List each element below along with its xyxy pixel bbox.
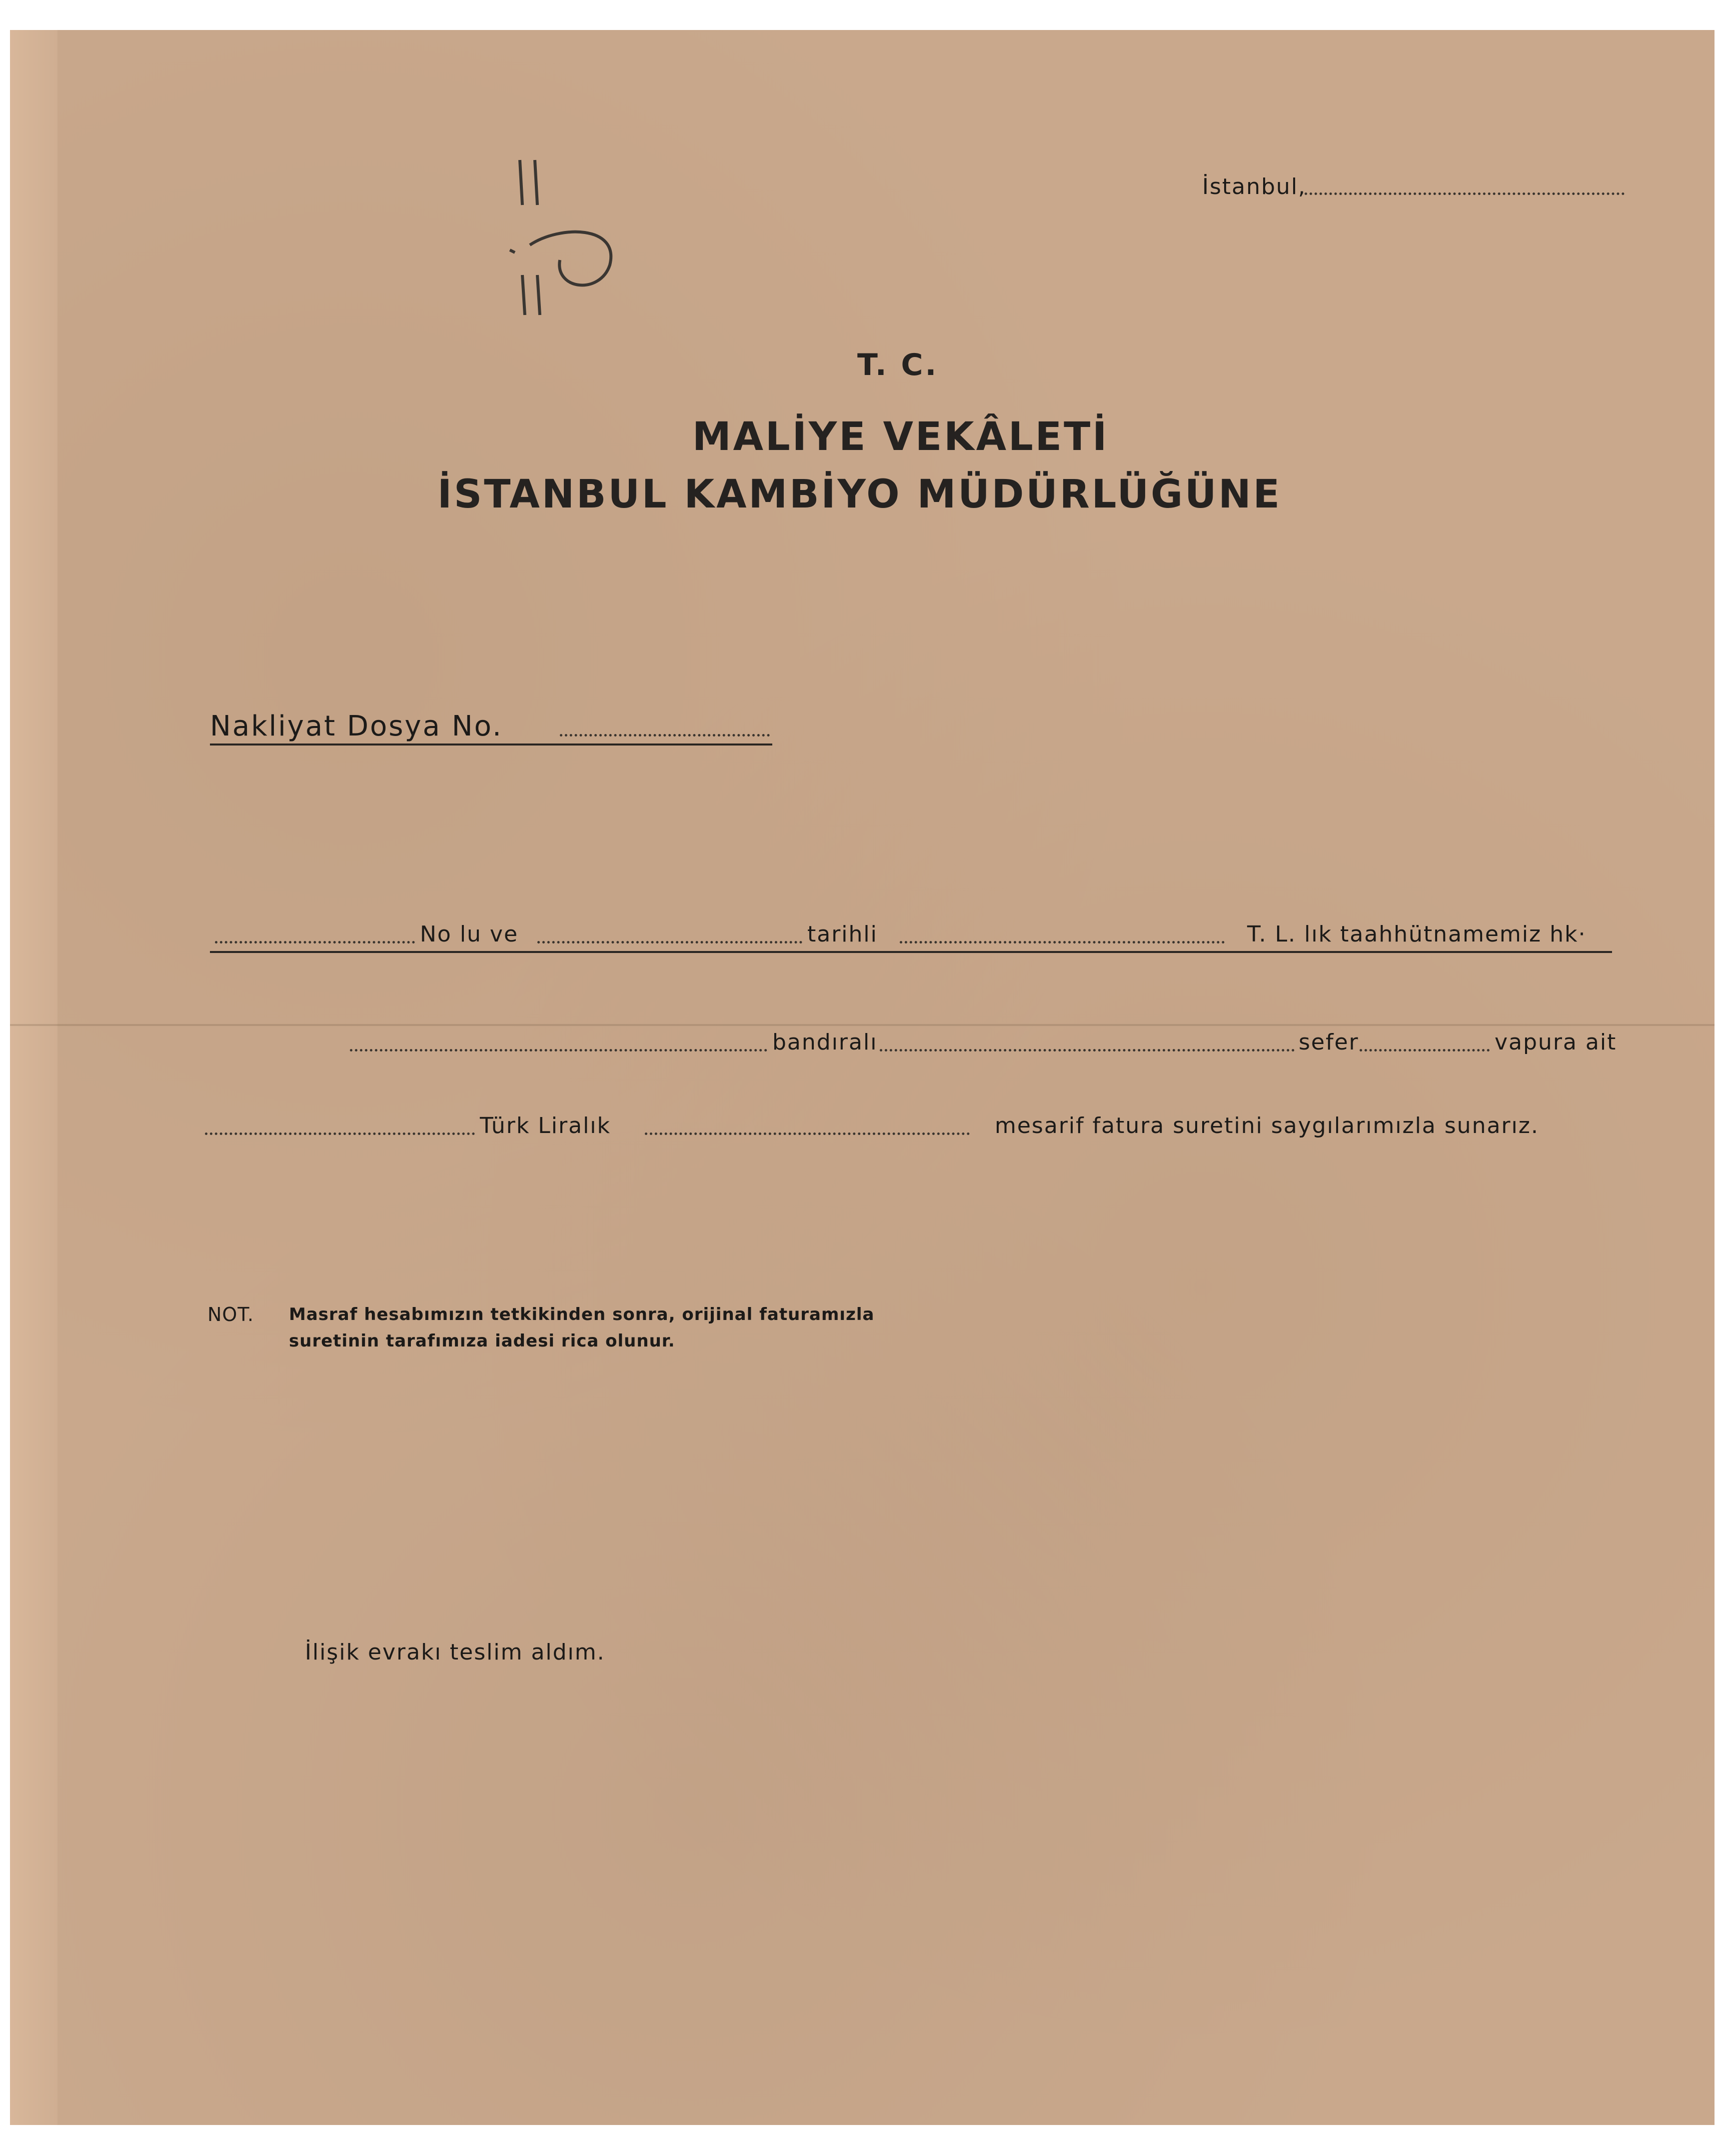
note-line-1: Masraf hesabımızın tetkikinden sonra, orijinal faturamızla — [289, 1304, 875, 1324]
ministry-title: MALİYE VEKÂLETİ — [692, 414, 1109, 460]
handwritten-number-mark — [500, 150, 650, 360]
vapura-ait-label: vapura ait — [1495, 1030, 1617, 1055]
bandirali-label: bandıralı — [772, 1030, 878, 1055]
file-number-underline — [210, 744, 772, 746]
commitment-amount-field[interactable] — [900, 941, 1225, 944]
paper-fold-line — [10, 1024, 1715, 1026]
file-number-dotted-line[interactable] — [560, 734, 770, 736]
line1-underline — [210, 951, 1612, 953]
file-number-label: Nakliyat Dosya No. — [210, 710, 503, 742]
lira-amount-field[interactable] — [205, 1132, 475, 1135]
note-label: NOT. — [207, 1304, 254, 1326]
ship-name-field[interactable] — [880, 1049, 1295, 1052]
flag-field[interactable] — [350, 1049, 767, 1052]
tarihli-label: tarihli — [807, 922, 878, 947]
tl-lik-label: T. L. lık taahhütnamemiz hk· — [1247, 922, 1587, 947]
no-lu-ve-label: No lu ve — [420, 922, 519, 947]
voyage-field[interactable] — [1360, 1049, 1490, 1052]
commitment-date-field[interactable] — [537, 941, 802, 944]
paper-sheet — [10, 30, 1715, 2125]
office-title: İSTANBUL KAMBİYO MÜDÜRLÜĞÜNE — [437, 472, 1282, 517]
paper-left-edge — [10, 30, 57, 2125]
expense-field[interactable] — [645, 1132, 970, 1135]
receipt-statement: İlişik evrakı teslim aldım. — [305, 1640, 605, 1665]
tc-heading: T. C. — [857, 348, 939, 382]
turk-liralik-label: Türk Liralık — [480, 1113, 611, 1138]
commitment-number-field[interactable] — [215, 941, 415, 944]
date-dotted-line[interactable] — [1305, 192, 1625, 195]
city-label: İstanbul, — [1202, 174, 1307, 200]
mesarif-label: mesarif fatura suretini saygılarımızla sunarız. — [995, 1113, 1539, 1138]
note-line-2: suretinin tarafımıza iadesi rica olunur. — [289, 1331, 675, 1351]
sefer-label: sefer — [1299, 1030, 1359, 1055]
